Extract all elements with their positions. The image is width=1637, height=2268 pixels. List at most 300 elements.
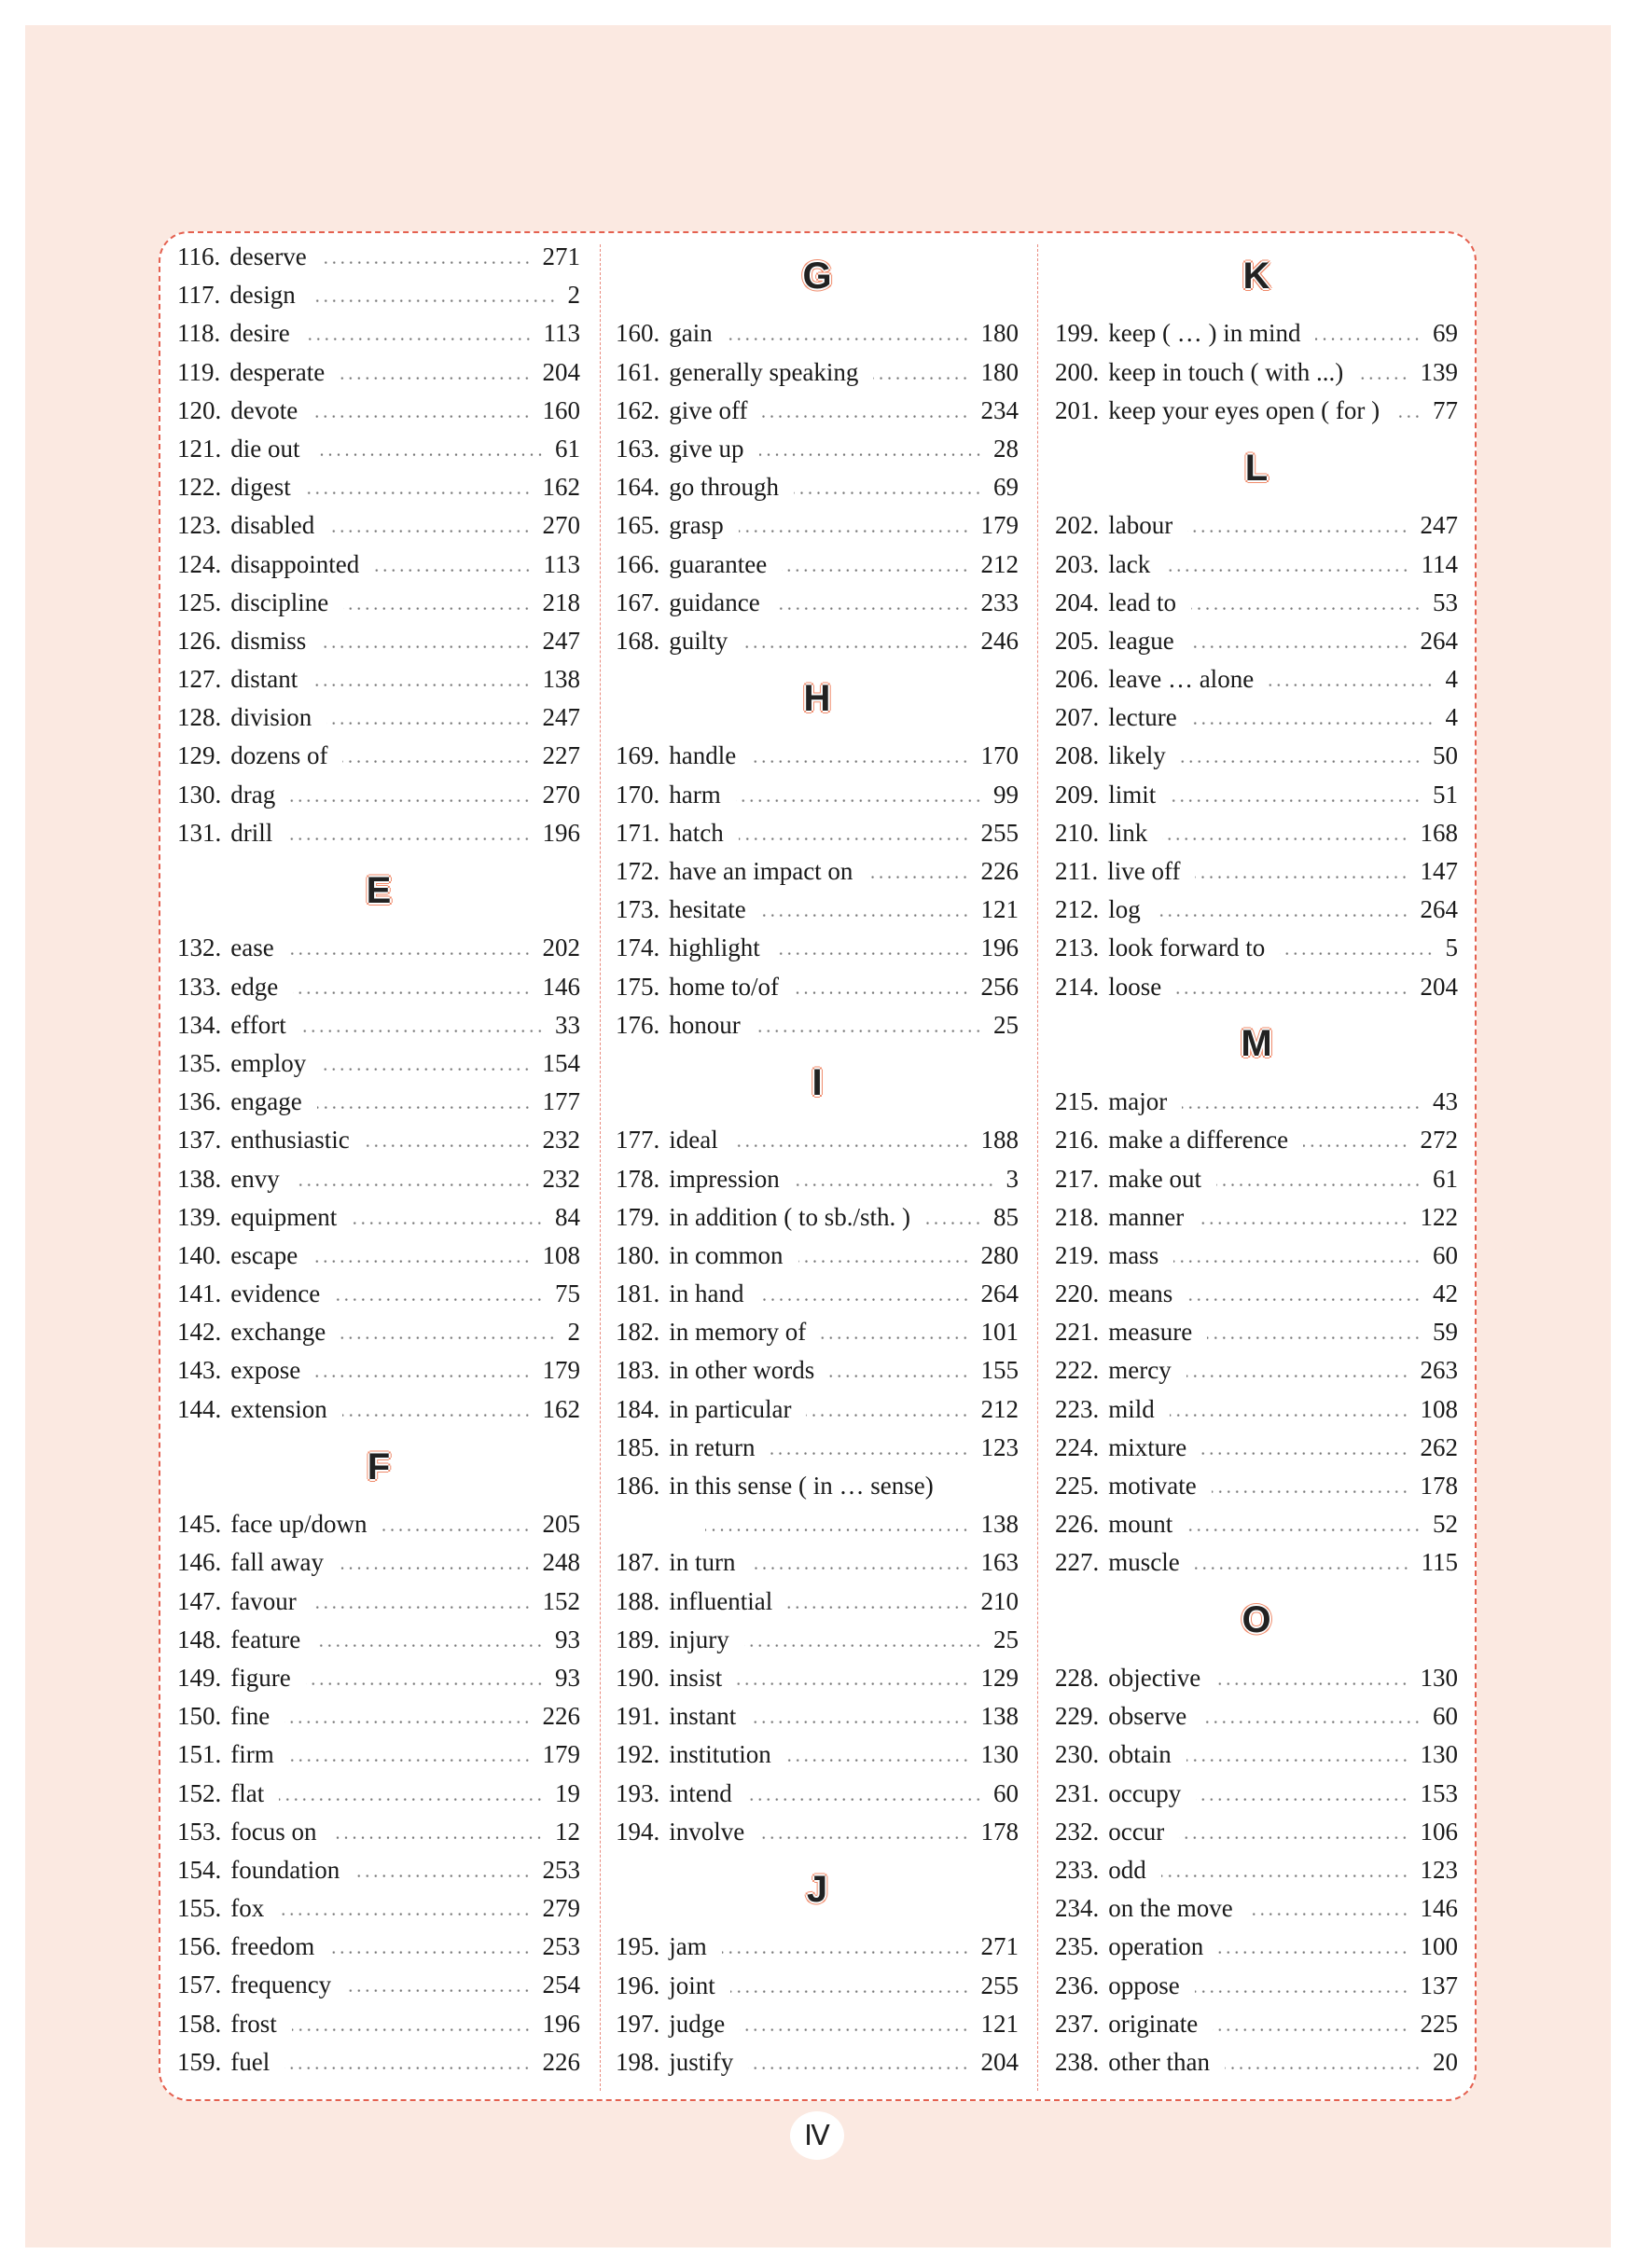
- entry-term: institution: [669, 1740, 771, 1769]
- index-entry: [616, 968, 1019, 1006]
- dot-leader: [1248, 1892, 1409, 1930]
- entry-number: 205.: [1055, 626, 1100, 655]
- entry-number: 166.: [616, 549, 660, 578]
- index-entry: [616, 1467, 1019, 1505]
- entry-page: 77: [1433, 395, 1458, 424]
- entry-term: disabled: [230, 511, 315, 540]
- index-entry: [177, 2005, 580, 2043]
- entry-term: escape: [230, 1240, 298, 1269]
- entry-term: judge: [669, 2009, 726, 2038]
- entry-number: 237.: [1055, 2009, 1100, 2038]
- entry-number: 116.: [177, 242, 221, 270]
- entry-term: major: [1108, 1087, 1168, 1116]
- entry-page: 130: [980, 1740, 1019, 1769]
- dot-leader: [317, 1086, 532, 1124]
- dot-leader: [1201, 1431, 1408, 1470]
- entry-page: 196: [542, 818, 580, 847]
- dot-leader: [1156, 893, 1409, 932]
- entry-page: 53: [1433, 588, 1458, 616]
- entry-page: 108: [1420, 1394, 1458, 1423]
- dot-leader: [284, 1700, 531, 1738]
- entry-term: hesitate: [669, 895, 746, 924]
- entry-number: 134.: [177, 1010, 222, 1039]
- entry-page: 218: [542, 588, 580, 616]
- dot-leader: [1225, 2046, 1422, 2084]
- entry-number: 176.: [616, 1010, 660, 1039]
- entry-number: 118.: [177, 319, 221, 348]
- index-entry: [1055, 1889, 1458, 1928]
- entry-number: 143.: [177, 1356, 222, 1385]
- dot-leader: [1199, 1201, 1408, 1239]
- entry-number: 145.: [177, 1510, 222, 1539]
- index-entry: [616, 737, 1019, 775]
- entry-page: 271: [980, 1932, 1019, 1961]
- entry-term: generally speaking: [669, 357, 859, 386]
- index-entry: [616, 1813, 1019, 1851]
- entry-number: 180.: [616, 1240, 660, 1269]
- entry-term: division: [230, 703, 312, 732]
- entry-page: 84: [555, 1202, 580, 1231]
- entry-number: 220.: [1055, 1279, 1100, 1308]
- entry-page: 61: [1433, 1164, 1458, 1193]
- entry-page: 226: [542, 2047, 580, 2076]
- entry-term: insist: [669, 1663, 723, 1692]
- entry-page: 33: [555, 1010, 580, 1039]
- index-entry: [177, 1583, 580, 1621]
- entry-page: 280: [980, 1240, 1019, 1269]
- entry-page: 138: [980, 1702, 1019, 1731]
- entry-number: 135.: [177, 1048, 222, 1077]
- entry-number: 206.: [1055, 665, 1100, 694]
- dot-leader: [382, 1508, 531, 1546]
- entry-term: have an impact on: [669, 857, 853, 886]
- dot-leader: [751, 1546, 970, 1584]
- dot-leader: [1215, 1662, 1408, 1700]
- entry-page: 138: [980, 1510, 1019, 1539]
- entry-term: in this sense ( in … sense): [669, 1472, 934, 1500]
- index-entry: [1055, 698, 1458, 737]
- entry-page: 52: [1433, 1510, 1458, 1539]
- entry-number: 177.: [616, 1126, 660, 1155]
- entry-term: mount: [1108, 1510, 1173, 1539]
- entry-page: 122: [1420, 1202, 1458, 1231]
- dot-leader: [1179, 1816, 1408, 1854]
- section-letter-heading: M: [1241, 1023, 1272, 1065]
- index-entry: [1055, 814, 1458, 852]
- dot-leader: [798, 1239, 970, 1278]
- dot-leader: [748, 2046, 969, 2084]
- dot-leader: [867, 855, 969, 893]
- dot-leader: [1170, 1393, 1409, 1431]
- dot-leader: [284, 2046, 531, 2084]
- entry-term: gain: [669, 319, 713, 348]
- index-entry: [177, 1813, 580, 1851]
- index-entry: [177, 314, 580, 353]
- dot-leader: [1394, 394, 1422, 433]
- index-entry: [616, 814, 1019, 852]
- entry-term: mild: [1108, 1394, 1155, 1423]
- index-entry: [1055, 1813, 1458, 1851]
- dot-leader: [293, 971, 531, 1009]
- entry-term: obtain: [1108, 1740, 1172, 1769]
- entry-page: 25: [993, 1010, 1019, 1039]
- dot-leader: [315, 1354, 531, 1392]
- entry-term: originate: [1108, 2009, 1199, 2038]
- index-entry: [616, 1121, 1019, 1159]
- dot-leader: [287, 817, 531, 855]
- entry-page: 253: [542, 1855, 580, 1884]
- entry-page: 28: [993, 434, 1019, 463]
- dot-leader: [1303, 1124, 1408, 1162]
- entry-page: 139: [1420, 357, 1458, 386]
- entry-page: 255: [980, 818, 1019, 847]
- index-entry: [616, 392, 1019, 430]
- entry-term: likely: [1108, 741, 1166, 770]
- entry-page: 130: [1420, 1740, 1458, 1769]
- dot-leader: [289, 932, 532, 970]
- dot-leader: [1315, 317, 1422, 355]
- index-entry: [616, 1351, 1019, 1390]
- entry-number: 138.: [177, 1164, 222, 1193]
- entry-number: 169.: [616, 741, 660, 770]
- entry-term: fuel: [230, 2047, 271, 2076]
- entry-term: jam: [669, 1932, 707, 1961]
- index-entry: [1055, 1543, 1458, 1582]
- entry-term: labour: [1108, 511, 1173, 540]
- entry-term: mass: [1108, 1240, 1159, 1269]
- entry-number: 128.: [177, 703, 222, 732]
- column-divider: [600, 244, 601, 2091]
- entry-page: 123: [1420, 1855, 1458, 1884]
- entry-number: 163.: [616, 434, 660, 463]
- dot-leader: [829, 1354, 969, 1392]
- entry-term: fall away: [230, 1548, 324, 1577]
- entry-number: 191.: [616, 1702, 660, 1731]
- entry-term: in turn: [669, 1548, 736, 1577]
- entry-page: 113: [543, 549, 580, 578]
- entry-term: guidance: [669, 588, 760, 616]
- entry-number: 144.: [177, 1394, 222, 1423]
- entry-page: 263: [1420, 1356, 1458, 1385]
- entry-number: 227.: [1055, 1548, 1100, 1577]
- entry-term: favour: [230, 1586, 297, 1615]
- dot-leader: [312, 394, 531, 433]
- dot-leader: [1191, 587, 1422, 625]
- entry-term: influential: [669, 1586, 773, 1615]
- entry-term: enthusiastic: [230, 1126, 350, 1155]
- entry-number: 225.: [1055, 1472, 1100, 1500]
- entry-page: 168: [1420, 818, 1458, 847]
- index-entry: [1055, 1083, 1458, 1121]
- index-entry: [177, 1044, 580, 1083]
- entry-page: 162: [542, 1394, 580, 1423]
- index-entry: [616, 1697, 1019, 1736]
- entry-page: 264: [980, 1279, 1019, 1308]
- entry-number: 184.: [616, 1394, 660, 1423]
- entry-page: 264: [1420, 626, 1458, 655]
- entry-page: 210: [980, 1586, 1019, 1615]
- entry-page: 101: [980, 1318, 1019, 1347]
- entry-number: 119.: [177, 357, 221, 386]
- entry-number: 179.: [616, 1202, 660, 1231]
- entry-term: in return: [669, 1432, 756, 1461]
- entry-number: 186.: [616, 1472, 660, 1500]
- entry-page: 138: [542, 665, 580, 694]
- entry-term: desperate: [229, 357, 326, 386]
- index-entry: [616, 546, 1019, 584]
- entry-page: 204: [1420, 972, 1458, 1001]
- dot-leader: [1182, 1086, 1422, 1124]
- index-entry: [177, 1543, 580, 1582]
- dot-leader: [775, 932, 970, 970]
- entry-page: 226: [542, 1702, 580, 1731]
- entry-number: 230.: [1055, 1740, 1100, 1769]
- entry-term: freedom: [230, 1932, 315, 1961]
- dot-leader: [925, 1201, 982, 1239]
- entry-number: 131.: [177, 818, 222, 847]
- entry-page: 256: [980, 972, 1019, 1001]
- entry-term: mercy: [1108, 1356, 1172, 1385]
- dot-leader: [279, 1892, 531, 1930]
- entry-term: measure: [1108, 1318, 1193, 1347]
- entry-page: 227: [542, 741, 580, 770]
- index-entry: [177, 1198, 580, 1237]
- entry-page: 247: [542, 703, 580, 732]
- index-entry: [177, 1006, 580, 1044]
- dot-leader: [739, 817, 970, 855]
- dot-leader: [775, 587, 970, 625]
- section-letter-heading: I: [812, 1061, 823, 1103]
- entry-number: 158.: [177, 2009, 222, 2038]
- entry-page: 226: [980, 857, 1019, 886]
- entry-term: dismiss: [230, 626, 307, 655]
- entry-term: other than: [1108, 2047, 1210, 2076]
- entry-page: 254: [542, 1971, 580, 1999]
- dot-leader: [770, 1431, 969, 1470]
- dot-leader: [742, 625, 969, 663]
- entry-page: 246: [980, 626, 1019, 655]
- dot-leader: [761, 893, 970, 932]
- index-entry: [1055, 546, 1458, 584]
- entry-number: 162.: [616, 395, 660, 424]
- dot-leader: [321, 1047, 531, 1086]
- index-entry: [177, 1736, 580, 1774]
- entry-number: 209.: [1055, 780, 1100, 809]
- entry-number: 156.: [177, 1932, 222, 1961]
- entry-term: flat: [230, 1778, 265, 1807]
- entry-term: involve: [669, 1817, 745, 1846]
- index-entry: [1055, 1967, 1458, 2005]
- dot-leader: [744, 1624, 982, 1662]
- index-entry: [616, 353, 1019, 392]
- index-entry: [1055, 584, 1458, 622]
- entry-page: 152: [542, 1586, 580, 1615]
- dot-leader: [782, 548, 969, 587]
- entry-number: 202.: [1055, 511, 1100, 540]
- entry-page: 196: [980, 933, 1019, 962]
- index-entry: [177, 1621, 580, 1659]
- dot-leader: [733, 1124, 970, 1162]
- entry-term: disappointed: [230, 549, 360, 578]
- index-entry: [1055, 506, 1458, 545]
- dot-leader: [821, 1316, 969, 1354]
- entry-number: 136.: [177, 1087, 222, 1116]
- index-entry: [616, 506, 1019, 545]
- entry-page: 180: [980, 319, 1019, 348]
- entry-term: employ: [230, 1048, 307, 1077]
- entry-page: 270: [542, 511, 580, 540]
- entry-term: lead to: [1108, 588, 1176, 616]
- entry-term: extension: [230, 1394, 327, 1423]
- entry-page: 51: [1433, 780, 1458, 809]
- dot-leader: [806, 1393, 969, 1431]
- dot-leader: [1216, 1163, 1422, 1201]
- entry-page: 248: [542, 1548, 580, 1577]
- entry-page: 121: [980, 895, 1019, 924]
- entry-number: 182.: [616, 1318, 660, 1347]
- entry-page: 180: [980, 357, 1019, 386]
- dot-leader: [1218, 1930, 1408, 1969]
- entry-number: 235.: [1055, 1932, 1100, 1961]
- dot-leader: [1269, 663, 1434, 701]
- entry-number: 185.: [616, 1432, 660, 1461]
- index-entry: [616, 1237, 1019, 1275]
- index-entry: [616, 1928, 1019, 1966]
- index-entry: [616, 1736, 1019, 1774]
- index-entry: [177, 1237, 580, 1275]
- entry-page: 188: [980, 1126, 1019, 1155]
- dot-leader: [306, 471, 532, 509]
- dot-leader: [1186, 1738, 1409, 1777]
- entry-number: 214.: [1055, 972, 1100, 1001]
- index-entry: [1055, 1851, 1458, 1889]
- entry-term: envy: [230, 1164, 280, 1193]
- index-column-2: [616, 238, 1019, 2081]
- dot-leader: [740, 2008, 969, 2046]
- entry-term: league: [1108, 626, 1174, 655]
- index-column-3: [1055, 238, 1458, 2081]
- entry-page: 69: [1433, 319, 1458, 348]
- index-entry: [177, 2043, 580, 2081]
- entry-number: 223.: [1055, 1394, 1100, 1423]
- entry-page: 212: [980, 549, 1019, 578]
- entry-page: 153: [1420, 1778, 1458, 1807]
- entry-term: harm: [669, 780, 721, 809]
- dot-leader: [354, 1854, 531, 1892]
- entry-number: 147.: [177, 1586, 222, 1615]
- entry-term: fox: [230, 1894, 265, 1923]
- dot-leader: [759, 1816, 969, 1854]
- entry-term: in memory of: [669, 1318, 807, 1347]
- index-entry: [177, 430, 580, 468]
- entry-term: oppose: [1108, 1971, 1180, 1999]
- dot-leader: [331, 1816, 544, 1854]
- entry-term: foundation: [230, 1855, 340, 1884]
- entry-number: 148.: [177, 1625, 222, 1653]
- index-entry: [1055, 968, 1458, 1006]
- entry-page: 272: [1420, 1126, 1458, 1155]
- dot-leader: [1280, 932, 1434, 970]
- entry-term: keep in touch ( with ...): [1108, 357, 1344, 386]
- entry-number: 192.: [616, 1740, 660, 1769]
- entry-page: 60: [1433, 1240, 1458, 1269]
- entry-page: 93: [555, 1663, 580, 1692]
- index-entry: [616, 929, 1019, 967]
- entry-number: 234.: [1055, 1894, 1100, 1923]
- dot-leader: [794, 471, 982, 509]
- entry-term: engage: [230, 1087, 302, 1116]
- dot-leader: [295, 1163, 532, 1201]
- index-entry: [1055, 1198, 1458, 1237]
- entry-number: 133.: [177, 972, 222, 1001]
- entry-number: 170.: [616, 780, 660, 809]
- dot-leader: [1187, 1278, 1422, 1316]
- dot-leader: [315, 1624, 544, 1662]
- section-letter-heading: E: [366, 869, 392, 911]
- entry-number: 187.: [616, 1548, 660, 1577]
- index-entry: [616, 2005, 1019, 2043]
- entry-number: 120.: [177, 395, 222, 424]
- index-entry: [616, 1775, 1019, 1813]
- index-entry: [616, 1275, 1019, 1313]
- index-entry: [177, 1313, 580, 1351]
- section-letter-heading: F: [367, 1445, 391, 1487]
- index-entry: [1055, 1659, 1458, 1697]
- dot-leader: [1201, 1700, 1422, 1738]
- dot-leader: [346, 1969, 531, 2007]
- entry-term: ease: [230, 933, 274, 962]
- entry-term: guarantee: [669, 549, 768, 578]
- dot-leader: [321, 625, 531, 663]
- entry-term: home to/of: [669, 972, 779, 1001]
- entry-term: occupy: [1108, 1778, 1182, 1807]
- entry-number: 221.: [1055, 1318, 1100, 1347]
- dot-leader: [1195, 1546, 1410, 1584]
- entry-page: 137: [1420, 1971, 1458, 1999]
- dot-leader: [339, 1546, 532, 1584]
- entry-term: link: [1108, 818, 1148, 847]
- index-entry: [177, 276, 580, 314]
- dot-leader: [301, 1009, 544, 1047]
- entry-term: motivate: [1108, 1472, 1197, 1500]
- entry-term: observe: [1108, 1702, 1187, 1731]
- entry-number: 211.: [1055, 857, 1099, 886]
- entry-term: drag: [230, 780, 276, 809]
- index-entry: [177, 1275, 580, 1313]
- index-entry: [1055, 1390, 1458, 1429]
- entry-term: drill: [230, 818, 273, 847]
- dot-leader: [305, 317, 533, 355]
- entry-term: guilty: [669, 626, 728, 655]
- index-entry: [1055, 1121, 1458, 1159]
- entry-term: mixture: [1108, 1432, 1187, 1461]
- entry-number: 150.: [177, 1702, 222, 1731]
- entry-term: manner: [1108, 1202, 1185, 1231]
- entry-term: in addition ( to sb./sth. ): [669, 1202, 910, 1231]
- index-entry: [177, 353, 580, 392]
- entry-term: loose: [1108, 972, 1162, 1001]
- entry-number: 140.: [177, 1240, 222, 1269]
- index-entry: [1055, 1351, 1458, 1390]
- entry-number: 236.: [1055, 1971, 1100, 1999]
- index-entry: [177, 1966, 580, 2004]
- entry-page: 5: [1445, 933, 1458, 962]
- entry-number: 174.: [616, 933, 660, 962]
- entry-number: 157.: [177, 1971, 222, 1999]
- dot-leader: [326, 701, 531, 740]
- index-entry: [1055, 1429, 1458, 1467]
- index-entry: [177, 737, 580, 775]
